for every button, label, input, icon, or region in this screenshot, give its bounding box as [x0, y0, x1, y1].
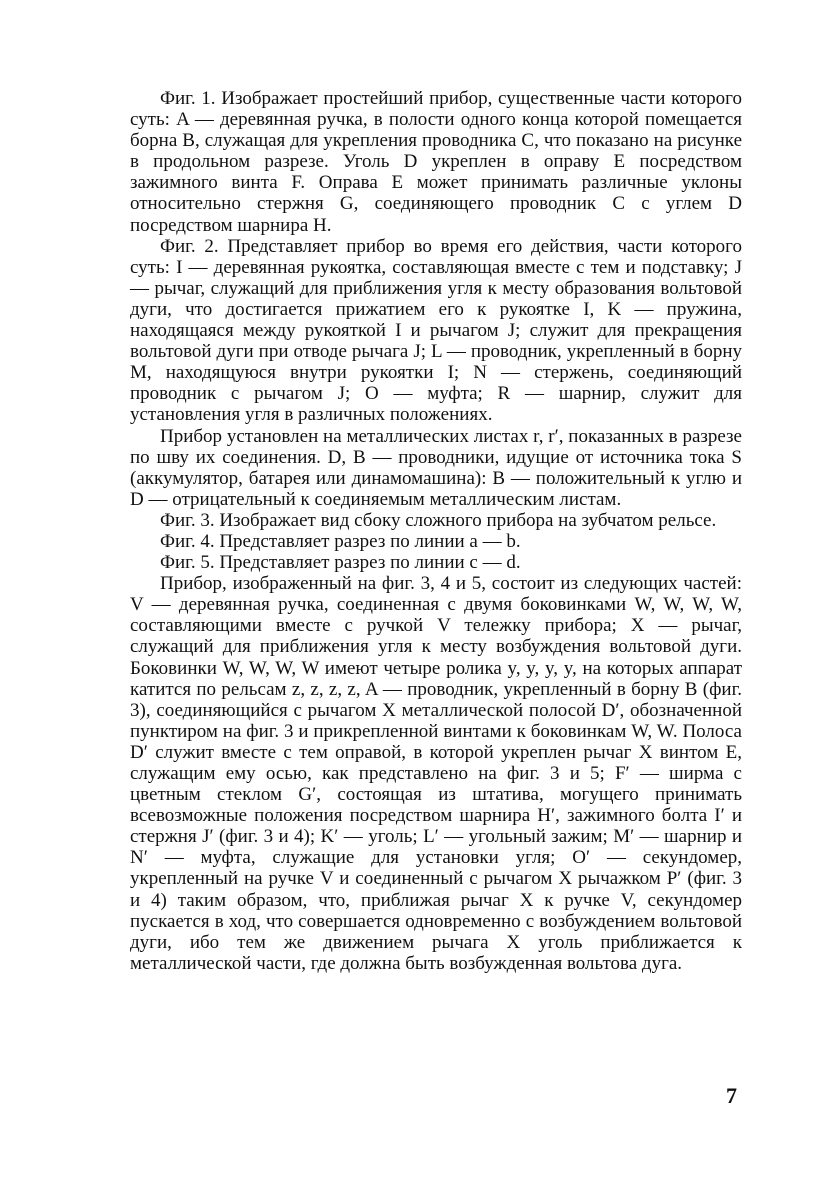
page-number: 7	[726, 1083, 737, 1108]
paragraph-fig-3: Фиг. 3. Изображает вид сбоку сложного прибора на зубчатом рельсе.	[160, 509, 717, 531]
paragraph-mounting: Прибор установлен на металлических листах r, r′, показанных в разрезе по шву их соединения. D, B — проводники, идущие от источника тока S (аккумулятор, батарея или динамомашина): B — положительный к углю и D — отрицательный к соединяемым металлическим листам.	[130, 425, 742, 510]
paragraph-fig-5: Фиг. 5. Представляет разрез по линии c — d.	[160, 552, 521, 574]
paragraph-fig-2: Фиг. 2. Представляет прибор во время его действия, части которого суть: I — деревянная рукоятка, составляющая вместе с тем и подставку; J — рычаг, служащий для приближения угля к месту образования вольтовой дуги, что достигается прижатием его к рукоятке I, K — пружина, находящаяся между рукояткой I и рычагом J; служит для прекращения вольтовой дуги при отводе рычага J; L — проводник, укрепленный в борну M, находящуюся внутри рукоятки I; N — стержень, соединяющий проводник с рычагом J; O — муфта; R — шарнир, служит для установления угля в различных положениях.	[130, 235, 742, 426]
paragraph-complex-device: Прибор, изображенный на фиг. 3, 4 и 5, состоит из следующих частей: V — деревянная ручка, соединенная с двумя боковинками W, W, W, W, составляющими вместе с ручкой V тележку прибора; X — рычаг, служащий для приближения угля к месту возбуждения вольтовой дуги. Боковинки W, W, W, W имеют четыре ролика y, y, y, y, на которых аппарат катится по рельсам z, z, z, z, A — проводник, укрепленный в борну B (фиг. 3), соединяющийся с рычагом X металлической полосой D′, обозначенной пунктиром на фиг. 3 и прикрепленной винтами к боковинкам W, W. Полоса D′ служит вместе с тем оправой, в которой укреплен рычаг X винтом E, служащим ему осью, как представлено на фиг. 3 и 5; F′ — ширма с цветным стеклом G′, состоящая из штатива, могущего принимать всевозможные положения посредством шарнира H′, зажимного болта I′ и стержня J′ (фиг. 3 и 4); K′ — уголь; L′ — угольный зажим; M′ — шарнир и N′ — муфта, служащие для установки угля; O′ — секундомер, укрепленный на ручке V и соединенный с рычагом X рычажком P′ (фиг. 3 и 4) таким образом, что, приближая рычаг X к ручке V, секундомер пускается в ход, что совершается одновременно с возбуждением вольтовой дуги, ибо тем же движением рычага X уголь приближается к металлической части, где должна быть возбужденная вольтова дуга.	[130, 573, 742, 974]
paragraph-fig-1: Фиг. 1. Изображает простейший прибор, существенные части которого суть: A — деревянная ручка, в полости одного конца которой помещается борна B, служащая для укрепления проводника C, что показано на рисунке в продольном разрезе. Уголь D укреплен в оправу E посредством зажимного винта F. Оправа E может принимать различные уклоны относительно стержня G, соединяющего проводник C с углем D посредством шарнира H.	[130, 88, 742, 236]
document-body	[130, 88, 742, 974]
paragraph-fig-4: Фиг. 4. Представляет разрез по линии a — b.	[160, 530, 521, 552]
